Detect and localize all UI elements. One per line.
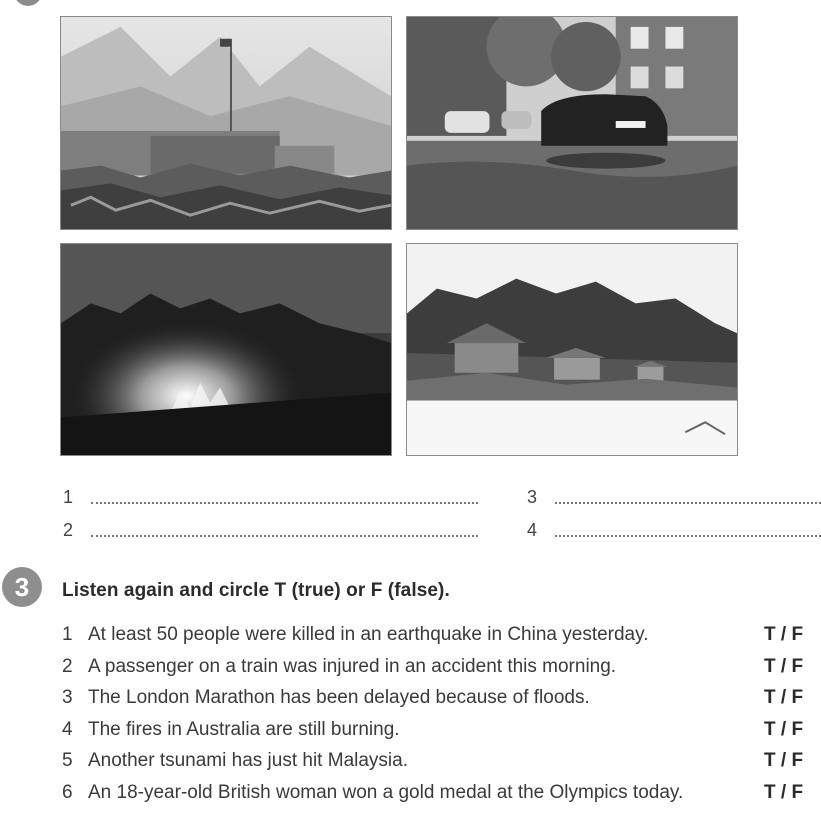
- answer-number: 1: [63, 487, 74, 507]
- answer-line[interactable]: [63, 520, 478, 542]
- tsunami-photo: [406, 243, 738, 456]
- statement-number: 2: [62, 655, 73, 677]
- statement-item: [62, 624, 821, 656]
- answer-number: 4: [527, 520, 538, 540]
- answer-number: 3: [527, 487, 538, 507]
- statement-text: The fires in Australia are still burning.: [88, 718, 400, 740]
- forest-fire-photo: [60, 243, 392, 456]
- statement-number: 3: [62, 687, 73, 709]
- statement-number: 5: [62, 750, 73, 772]
- earthquake-photo: [60, 16, 392, 230]
- statement-text: Another tsunami has just hit Malaysia.: [88, 750, 408, 772]
- answer-line[interactable]: [63, 487, 478, 509]
- answer-line[interactable]: [527, 520, 821, 542]
- statement-item: [62, 719, 821, 751]
- answer-number: 2: [63, 520, 74, 540]
- statement-text: A passenger on a train was injured in an accident this morning.: [88, 655, 617, 677]
- statement-text: The London Marathon has been delayed because of floods.: [88, 687, 590, 709]
- statement-number: 1: [62, 624, 73, 645]
- true-false-choice[interactable]: T / F: [764, 781, 804, 803]
- true-false-choice[interactable]: T / F: [764, 718, 804, 740]
- answer-blank[interactable]: [91, 535, 478, 537]
- statement-item: [62, 656, 821, 688]
- true-false-choice[interactable]: T / F: [764, 624, 804, 645]
- previous-section-badge: [14, 0, 42, 6]
- flood-photo: [406, 16, 738, 230]
- true-false-choice[interactable]: T / F: [764, 655, 804, 677]
- statement-item: [62, 687, 821, 719]
- answer-blank[interactable]: [555, 535, 821, 537]
- statement-text: An 18-year-old British woman won a gold medal at the Olympics today.: [88, 781, 684, 803]
- statement-number: 4: [62, 718, 73, 740]
- section-number-badge: 3: [2, 567, 42, 607]
- statement-number: 6: [62, 781, 73, 803]
- statement-text: At least 50 people were killed in an earthquake in China yesterday.: [88, 624, 649, 645]
- section-instruction: Listen again and circle T (true) or F (false).: [62, 580, 450, 601]
- answer-blank[interactable]: [555, 502, 821, 504]
- true-false-choice[interactable]: T / F: [764, 750, 804, 772]
- statement-list: [62, 624, 821, 814]
- statement-item: [62, 750, 821, 782]
- true-false-choice[interactable]: T / F: [764, 687, 804, 709]
- statement-item: [62, 782, 821, 814]
- answer-blank[interactable]: [91, 502, 478, 504]
- answer-line[interactable]: [527, 487, 821, 509]
